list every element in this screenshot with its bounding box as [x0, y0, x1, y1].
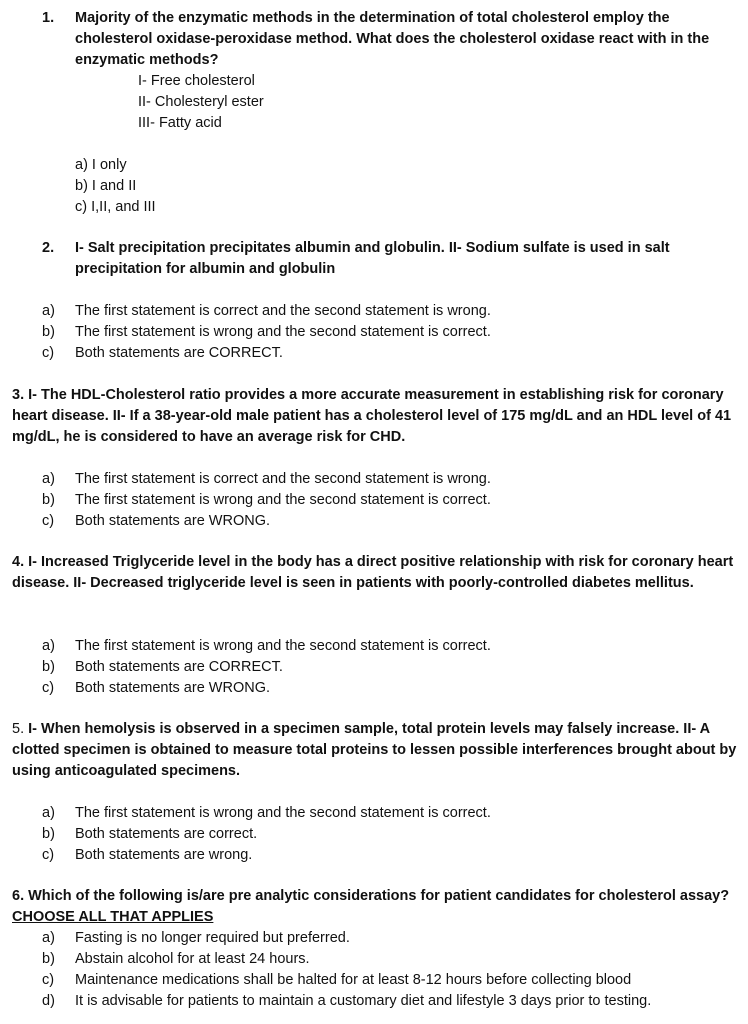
option-text: Both statements are CORRECT. [75, 659, 283, 675]
question-4-stem: 4. I- Increased Triglyceride level in the body has a direct positive relationship with risk for coronary heart disease. II- Decreased triglyceride level is seen in patients with poorly-controlled diabetes mellitus. [12, 554, 734, 591]
option-text: Both statements are wrong. [75, 847, 253, 863]
option-letter: a) [42, 805, 55, 821]
option-text: Both statements are WRONG. [75, 513, 271, 529]
option-letter: c) [42, 513, 55, 529]
roman-list [138, 71, 264, 134]
option-letter: c) [42, 680, 55, 696]
question-text: I- When hemolysis is observed in a specimen sample, total protein levels may falsely increase. II- A clotted specimen is obtained to measure total proteins to lessen possible interferences brought about by using anticoagulated specimens. [12, 721, 737, 779]
option-letter: b) [42, 659, 55, 675]
option-letter: a) [42, 638, 55, 654]
option-text: The first statement is wrong and the second statement is correct. [75, 805, 491, 821]
option-text: Abstain alcohol for at least 24 hours. [75, 951, 310, 967]
question-number: 2. [42, 240, 55, 256]
question-number: 1. [42, 10, 55, 26]
option-letter: a) [42, 303, 55, 319]
roman-item: II- Cholesteryl ester [138, 94, 264, 110]
option-letter: b) [42, 492, 55, 508]
option-text: The first statement is wrong and the second statement is correct. [75, 324, 491, 340]
question-stem: Majority of the enzymatic methods in the determination of total cholesterol employ the cholesterol oxidase-peroxidase method. What does the cholesterol oxidase react with in the enzymatic methods? [75, 10, 710, 68]
option-text: The first statement is correct and the second statement is wrong. [75, 471, 491, 487]
option-item: a) I only [75, 157, 127, 173]
option-text: The first statement is wrong and the second statement is correct. [75, 638, 491, 654]
option-text: Both statements are CORRECT. [75, 345, 283, 361]
question-instruction: CHOOSE ALL THAT APPLIES [12, 909, 214, 925]
option-text: Both statements are WRONG. [75, 680, 271, 696]
option-letter: c) [42, 345, 55, 361]
question-3-stem: 3. I- The HDL-Cholesterol ratio provides a more accurate measurement in establishing risk for coronary heart disease. II- If a 38-year-old male patient has a cholesterol level of 175 mg/dL and an HDL level of 41 mg/dL, he is considered to have an average risk for CHD. [12, 387, 732, 445]
option-item: b) I and II [75, 178, 137, 194]
question-5-stem [12, 719, 742, 782]
option-text: It is advisable for patients to maintain a customary diet and lifestyle 3 days prior to testing. [75, 993, 652, 1009]
roman-item: III- Fatty acid [138, 115, 222, 131]
option-letter: b) [42, 826, 55, 842]
question-stem: I- Salt precipitation precipitates albumin and globulin. II- Sodium sulfate is used in salt precipitation for albumin and globulin [75, 240, 670, 277]
option-letter: b) [42, 324, 55, 340]
option-text: The first statement is correct and the second statement is wrong. [75, 303, 491, 319]
option-letter: d) [42, 993, 55, 1009]
option-letter: a) [42, 471, 55, 487]
question-6-stem [12, 886, 742, 928]
option-list [75, 155, 156, 218]
option-text: The first statement is wrong and the second statement is correct. [75, 492, 491, 508]
roman-item: I- Free cholesterol [138, 73, 255, 89]
question-text: 6. Which of the following is/are pre analytic considerations for patient candidates for cholesterol assay? [12, 888, 730, 904]
option-text: Both statements are correct. [75, 826, 258, 842]
option-letter: c) [42, 847, 55, 863]
option-letter: c) [42, 972, 55, 988]
option-item: c) I,II, and III [75, 199, 156, 215]
option-text: Maintenance medications shall be halted for at least 8-12 hours before collecting blood [75, 972, 632, 988]
option-letter: b) [42, 951, 55, 967]
option-letter: a) [42, 930, 55, 946]
question-number: 5. [12, 721, 25, 737]
option-text: Fasting is no longer required but preferred. [75, 930, 350, 946]
